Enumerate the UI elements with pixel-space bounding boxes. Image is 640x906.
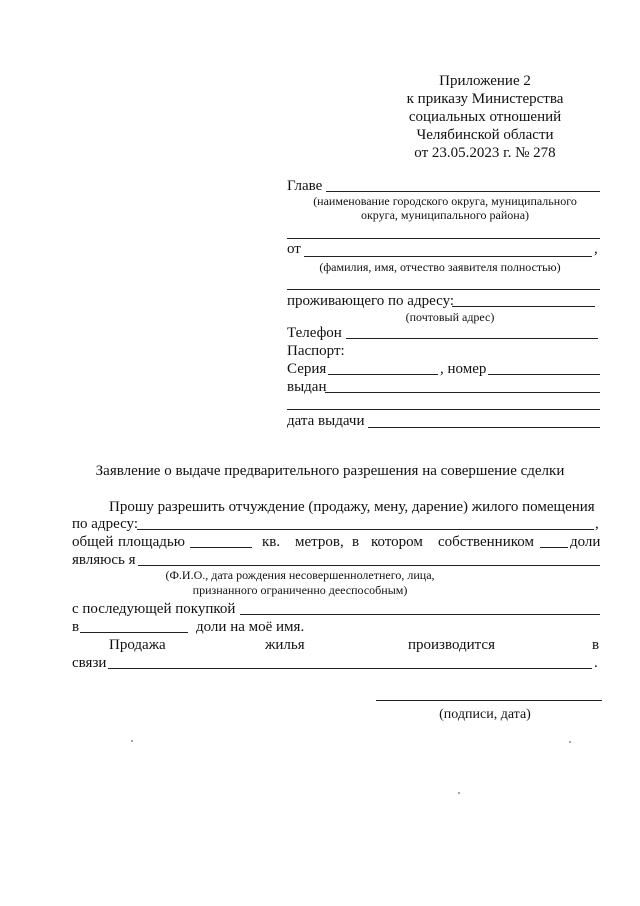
body-line-1: Прошу разрешить отчуждение (продажу, мену, дарение) жилого помещения	[109, 499, 595, 515]
address-object-label: по адресу:	[72, 516, 139, 532]
document-title: Заявление о выдаче предварительного разрешения на совершение сделки	[95, 463, 565, 479]
issue-date-label: дата выдачи	[287, 413, 365, 429]
sale-word-2: жилья	[265, 637, 305, 653]
area-word-8: доли	[570, 534, 601, 550]
reason-label: связи	[72, 655, 107, 671]
area-field-line[interactable]	[190, 547, 252, 548]
owner-hint-1: (Ф.И.О., дата рождения несовершеннолетнего, лица,	[165, 568, 435, 582]
sale-word-4: в	[592, 637, 600, 653]
owner-field-line[interactable]	[138, 565, 600, 566]
phone-label: Телефон	[287, 325, 342, 341]
address-field-line[interactable]	[452, 306, 595, 307]
purchase-field-line[interactable]	[240, 614, 600, 615]
issued-extra-line[interactable]	[287, 409, 600, 410]
issue-date-field-line[interactable]	[368, 427, 600, 428]
sale-word-1: Продажа	[109, 637, 166, 653]
to-hint-1: (наименование городского округа, муниципального	[313, 194, 577, 208]
issued-label: выдан	[287, 379, 327, 395]
scan-speck	[458, 792, 460, 794]
passport-label: Паспорт:	[287, 343, 345, 359]
area-word-5: в	[352, 534, 360, 550]
address-object-comma: ,	[595, 516, 599, 532]
share-label: доли на моё имя.	[196, 619, 305, 635]
area-word-7: собственником	[438, 534, 534, 550]
appendix-line-5: от 23.05.2023 г. № 278	[414, 145, 556, 161]
reason-field-line[interactable]	[108, 668, 592, 669]
area-word-4: метров,	[295, 534, 344, 550]
to-field-line[interactable]	[326, 191, 600, 192]
owner-label: являюсь я	[72, 552, 136, 568]
sale-word-3: производится	[408, 637, 495, 653]
appendix-line-1: Приложение 2	[439, 73, 531, 89]
appendix-line-4: Челябинской области	[416, 127, 554, 143]
number-label: , номер	[440, 361, 487, 377]
scan-speck	[131, 740, 133, 742]
to-hint-2: округа, муниципального района)	[360, 208, 530, 222]
purchase-label: с последующей покупкой	[72, 601, 236, 617]
from-comma: ,	[594, 241, 598, 257]
address-object-field-line[interactable]	[137, 529, 594, 530]
address-hint: (почтовый адрес)	[405, 310, 495, 324]
appendix-line-2: к приказу Министерства	[406, 91, 564, 107]
series-field-line[interactable]	[328, 374, 438, 375]
from-field-line[interactable]	[304, 256, 592, 257]
signature-field-line[interactable]	[376, 700, 602, 701]
reason-end: .	[594, 655, 598, 671]
from-extra-line[interactable]	[287, 289, 600, 290]
in-label: в	[72, 619, 80, 635]
share-amount-field-line[interactable]	[80, 632, 188, 633]
appendix-line-3: социальных отношений	[408, 109, 562, 125]
from-label: от	[287, 241, 301, 257]
signature-hint: (подписи, дата)	[439, 707, 531, 722]
to-label: Главе	[287, 178, 323, 194]
area-word-2: площадью	[118, 534, 185, 550]
share-field-line[interactable]	[540, 547, 568, 548]
area-word-3: кв.	[262, 534, 281, 550]
to-extra-line[interactable]	[287, 238, 600, 239]
scan-speck	[569, 741, 571, 743]
number-field-line[interactable]	[488, 374, 600, 375]
issued-field-line[interactable]	[325, 392, 600, 393]
phone-field-line[interactable]	[346, 338, 598, 339]
area-word-6: котором	[371, 534, 423, 550]
series-label: Серия	[287, 361, 327, 377]
owner-hint-2: признанного ограниченно дееспособным)	[192, 583, 408, 597]
area-word-1: общей	[72, 534, 114, 550]
address-label: проживающего по адресу:	[287, 293, 455, 309]
from-hint: (фамилия, имя, отчество заявителя полностью)	[319, 260, 561, 274]
